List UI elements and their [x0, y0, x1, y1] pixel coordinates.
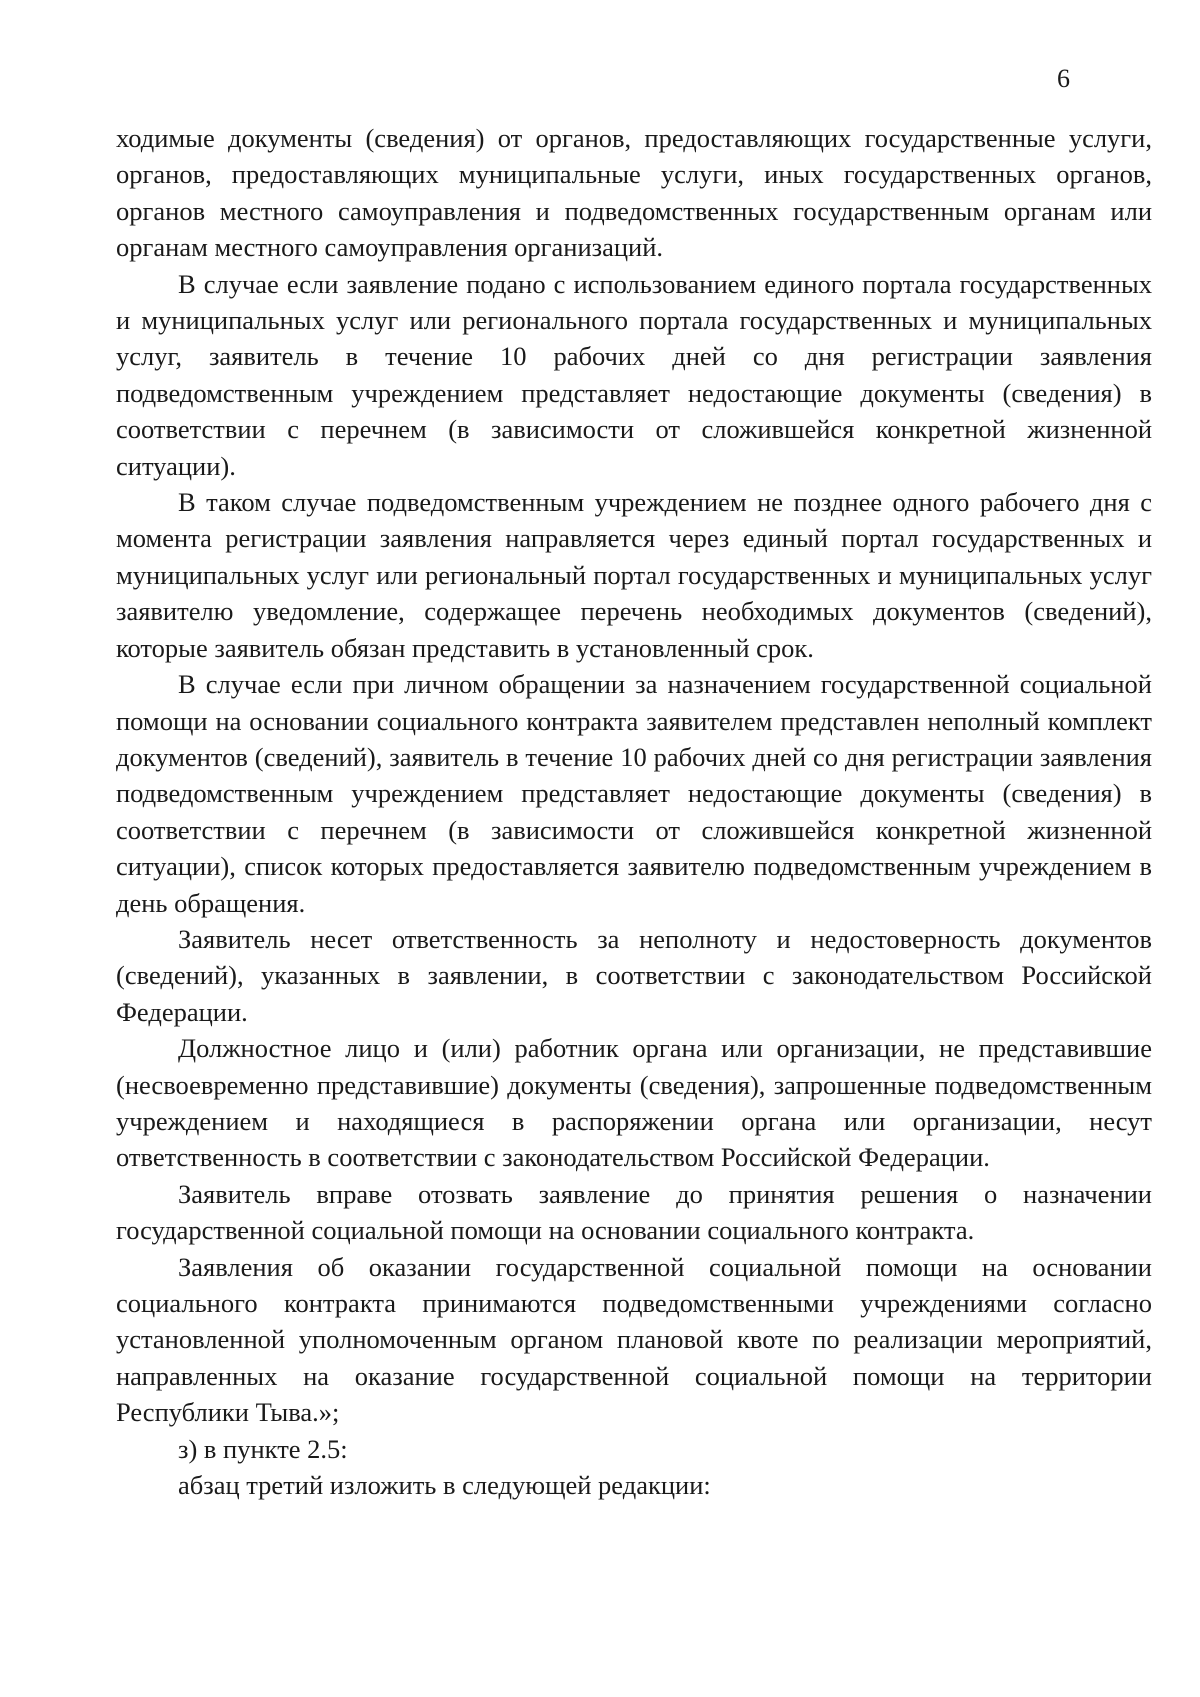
page-number: 6 — [1057, 64, 1070, 93]
paragraph: В случае если при личном обращении за назначением государственной социальной помощи на основании социального контракта заявителем представлен неполный комплект документов (сведений), заявитель в течение 10 рабочих дней со дня регистрации заявления подведомственным учреждением представляет недостающие документы (сведения) в соответствии с перечнем (в зависимости от сложившейся конкретной жизненной ситуации), список которых предоставляется заявителю подведомственным учреждением в день обращения. — [116, 669, 1152, 918]
paragraph: Должностное лицо и (или) работник органа или организации, не представившие (несвоевременно представившие) документы (сведения), запрошенные подведомственным учреждением и находящиеся в распоряжении органа или организации, несут ответственность в соответствии с законодательством Российской Федерации. — [116, 1033, 1152, 1173]
paragraph: В таком случае подведомственным учреждением не позднее одного рабочего дня с момента регистрации заявления направляется через единый портал государственных и муниципальных услуг или региональный портал государственных и муниципальных услуг заявителю уведомление, содержащее перечень необходимых документов (сведений), которые заявитель обязан представить в установленный срок. — [116, 487, 1152, 663]
paragraph: Заявления об оказании государственной социальной помощи на основании социального контракта принимаются подведомственными учреждениями согласно установленной уполномоченным органом плановой квоте по реализации мероприятий, направленных на оказание государственной социальной помощи на территории Республики Тыва.»; — [116, 1251, 1152, 1428]
paragraph-subclause: з) в пункте 2.5: — [178, 1433, 348, 1464]
paragraph-continuation: ходимые документы (сведения) от органов, предоставляющих государственные услуги, органов, предоставляющих муниципальные услуги, иных государственных органов, органов местного самоуправления и подведомственных государственным органам или органам местного самоуправления организаций. — [116, 123, 1152, 263]
paragraph: В случае если заявление подано с использованием единого портала государственных и муниципальных услуг или регионального портала государственных и муниципальных услуг, заявитель в течение 10 рабочих дней со дня регистрации заявления подведомственным учреждением представляет недостающие документы (сведения) в соответствии с перечнем (в зависимости от сложившейся конкретной жизненной ситуации). — [116, 268, 1152, 481]
paragraph-instruction: абзац третий изложить в следующей редакции: — [178, 1470, 711, 1501]
paragraph: Заявитель несет ответственность за неполноту и недостоверность документов (сведений), указанных в заявлении, в соответствии с законодательством Российской Федерации. — [116, 923, 1152, 1027]
paragraph: Заявитель вправе отозвать заявление до принятия решения о назначении государственной социальной помощи на основании социального контракта. — [116, 1178, 1152, 1246]
document-body — [116, 120, 1152, 1503]
